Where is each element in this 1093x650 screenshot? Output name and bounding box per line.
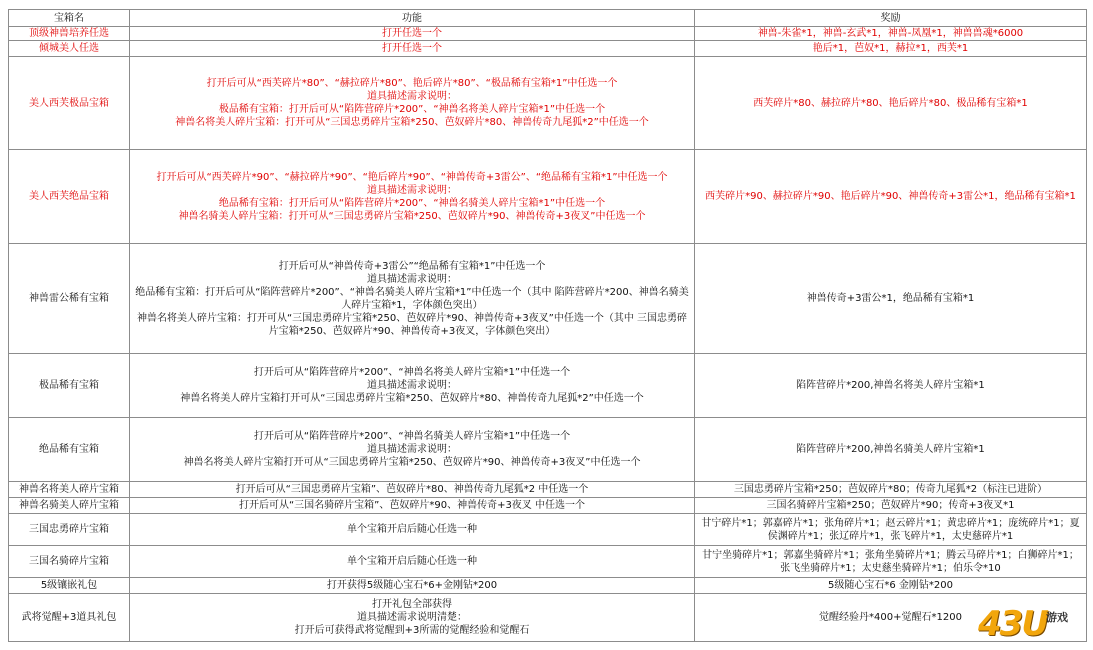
function-line: 绝品稀有宝箱：打开后可从“陷阵营碎片*200”、“神兽名骑美人碎片宝箱*1”中任选一个（其中 陷阵营碎片*200、神兽名骑美人碎片宝箱*1，字体颜色突出）	[135, 286, 689, 311]
table-row	[9, 41, 1087, 57]
function-line: 道具描述需求说明：	[367, 444, 457, 455]
function-cell	[130, 150, 695, 244]
reward-line: 神兽-朱雀*1，神兽-玄武*1，神兽-凤凰*1，神兽兽魂*6000	[757, 28, 1024, 39]
reward-line: 觉醒经验丹*400+觉醒石*1200	[819, 612, 962, 623]
function-cell	[130, 27, 695, 41]
reward-line: 西芙碎片*80、赫拉碎片*80、艳后碎片*80、极品稀有宝箱*1	[753, 97, 1028, 109]
function-line: 打开获得5级随心宝石*6+金刚钻*200	[326, 580, 498, 591]
function-line: 绝品稀有宝箱：打开后可从“陷阵营碎片*200”、“神兽名骑美人碎片宝箱*1”中任选一个	[218, 197, 606, 209]
function-cell	[130, 578, 695, 594]
logo-mark: 43U	[978, 604, 1047, 644]
function-line: 打开任选一个	[382, 43, 442, 54]
function-cell	[130, 354, 695, 418]
function-line: 道具描述需求说明：	[367, 184, 457, 196]
reward-line: 神兽传奇+3雷公*1，绝品稀有宝箱*1	[806, 293, 975, 304]
function-line: 道具描述需求说明：	[367, 91, 457, 102]
reward-line: 西芙碎片*90、赫拉碎片*90、艳后碎片*90、神兽传奇+3雷公*1，绝品稀有宝箱*1	[705, 191, 1076, 202]
logo-text: 游戏	[1046, 611, 1068, 624]
function-line: 极品稀有宝箱：打开后可从“陷阵营碎片*200”、“神兽名将美人碎片宝箱*1”中任选一个	[218, 104, 606, 115]
reward-cell	[695, 514, 1087, 546]
table-body	[9, 27, 1087, 642]
table-row	[9, 546, 1087, 578]
reward-line: 甘宁坐骑碎片*1；郭嘉坐骑碎片*1；张角坐骑碎片*1；腾云马碎片*1；白狮碎片*1；张飞坐骑碎片*1；太史慈坐骑碎片*1；伯乐令*10	[702, 549, 1079, 574]
reward-line: 三国名骑碎片宝箱*250；芭奴碎片*90；传奇+3夜叉*1	[766, 500, 1015, 511]
chest-name-cell: 极品稀有宝箱	[9, 354, 130, 418]
reward-line: 5级随心宝石*6 金刚钻*200	[828, 580, 953, 591]
reward-line: 陷阵营碎片*200,神兽名骑美人碎片宝箱*1	[796, 444, 985, 455]
header-name: 宝箱名	[9, 10, 130, 27]
reward-cell	[695, 418, 1087, 482]
function-line: 单个宝箱开启后随心任选一种	[347, 524, 477, 535]
function-line: 打开后可从“陷阵营碎片*200”、“神兽名骑美人碎片宝箱*1”中任选一个	[253, 431, 571, 442]
function-cell	[130, 546, 695, 578]
chest-name-cell: 三国忠勇碎片宝箱	[9, 514, 130, 546]
function-line: 打开任选一个	[382, 28, 442, 39]
function-line: 打开后可从“西芙碎片*80”、“赫拉碎片*80”、艳后碎片*80”、“极品稀有宝箱*1”中任选一个	[206, 78, 618, 89]
chest-name-cell: 武将觉醒+3道具礼包	[9, 594, 130, 642]
chest-name-cell: 美人西芙绝品宝箱	[9, 150, 130, 244]
function-line: 神兽名将美人碎片宝箱：打开可从“三国忠勇碎片宝箱*250、芭奴碎片*80、神兽传奇九尾狐*2”中任选一个	[175, 117, 649, 128]
chest-name-cell: 三国名骑碎片宝箱	[9, 546, 130, 578]
function-cell	[130, 594, 695, 642]
function-cell	[130, 498, 695, 514]
table-row	[9, 514, 1087, 546]
table-row	[9, 27, 1087, 41]
reward-line: 甘宁碎片*1；郭嘉碎片*1；张角碎片*1；赵云碎片*1；黄忠碎片*1；庞统碎片*1；夏侯渊碎片*1；张辽碎片*1，张飞碎片*1，太史慈碎片*1	[701, 517, 1080, 542]
function-line: 单个宝箱开启后随心任选一种	[347, 556, 477, 567]
reward-line: 艳后*1，芭奴*1，赫拉*1，西芙*1	[812, 43, 969, 54]
function-line: 打开后可从“陷阵营碎片*200”、“神兽名将美人碎片宝箱*1”中任选一个	[253, 367, 571, 378]
chest-name-cell: 神兽名骑美人碎片宝箱	[9, 498, 130, 514]
table-row	[9, 578, 1087, 594]
function-line: 神兽名骑美人碎片宝箱：打开可从“三国忠勇碎片宝箱*250、芭奴碎片*90、神兽传奇+3夜叉”中任选一个	[178, 210, 646, 222]
reward-table	[8, 9, 1087, 642]
function-cell	[130, 41, 695, 57]
reward-cell	[695, 41, 1087, 57]
reward-line: 三国忠勇碎片宝箱*250；芭奴碎片*80；传奇九尾狐*2（标注已进阶）	[733, 484, 1048, 495]
table-row	[9, 482, 1087, 498]
header-function: 功能	[130, 10, 695, 27]
reward-cell	[695, 482, 1087, 498]
chest-name-cell: 美人西芙极品宝箱	[9, 57, 130, 150]
header-reward: 奖励	[695, 10, 1087, 27]
reward-cell	[695, 498, 1087, 514]
reward-cell	[695, 578, 1087, 594]
table-row	[9, 354, 1087, 418]
function-line: 打开后可从“三国名骑碎片宝箱”、芭奴碎片*90、神兽传奇+3夜叉 中任选一个	[238, 500, 585, 511]
chest-name-cell: 神兽名将美人碎片宝箱	[9, 482, 130, 498]
function-cell	[130, 244, 695, 354]
chest-name-cell: 顶级神兽培养任选	[9, 27, 130, 41]
function-line: 神兽名将美人碎片宝箱打开可从“三国忠勇碎片宝箱*250、芭奴碎片*80、神兽传奇九尾狐*2”中任选一个	[180, 393, 644, 404]
function-line: 打开礼包全部获得	[372, 599, 452, 610]
function-cell	[130, 418, 695, 482]
chest-name-cell: 绝品稀有宝箱	[9, 418, 130, 482]
function-line: 打开后可从“三国忠勇碎片宝箱”、芭奴碎片*80、神兽传奇九尾狐*2 中任选一个	[235, 484, 589, 495]
reward-cell	[695, 27, 1087, 41]
function-line: 道具描述需求说明：	[367, 380, 457, 391]
reward-line: 陷阵营碎片*200,神兽名将美人碎片宝箱*1	[796, 380, 985, 391]
chest-name-cell: 倾城美人任选	[9, 41, 130, 57]
table-row	[9, 594, 1087, 642]
table-row	[9, 244, 1087, 354]
table-row	[9, 150, 1087, 244]
table-row	[9, 57, 1087, 150]
reward-cell	[695, 546, 1087, 578]
function-line: 神兽名将美人碎片宝箱：打开可从“三国忠勇碎片宝箱*250、芭奴碎片*90、神兽传奇+3夜叉”中任选一个（其中 三国忠勇碎片宝箱*250、芭奴碎片*90、神兽传奇+3夜叉，字体颜色突出）	[136, 312, 688, 337]
table-row	[9, 498, 1087, 514]
reward-cell	[695, 150, 1087, 244]
chest-name-cell: 5级镶嵌礼包	[9, 578, 130, 594]
reward-cell	[695, 354, 1087, 418]
function-line: 道具描述需求说明清楚：	[357, 612, 467, 623]
function-cell	[130, 57, 695, 150]
reward-cell	[695, 57, 1087, 150]
function-line: 打开后可获得武将觉醒到+3所需的觉醒经验和觉醒石	[294, 625, 530, 636]
reward-cell	[695, 244, 1087, 354]
function-cell	[130, 514, 695, 546]
site-logo	[978, 604, 1088, 646]
table-row	[9, 418, 1087, 482]
function-line: 神兽名将美人碎片宝箱打开可从“三国忠勇碎片宝箱*250、芭奴碎片*90、神兽传奇+3夜叉”中任选一个	[183, 457, 641, 468]
function-line: 打开后可从“神兽传奇+3雷公”“绝品稀有宝箱*1”中任选一个	[278, 260, 546, 272]
function-line: 打开后可从“西芙碎片*90”、“赫拉碎片*90”、“艳后碎片*90”、“神兽传奇+3雷公”、“绝品稀有宝箱*1”中任选一个	[156, 171, 668, 183]
function-line: 道具描述需求说明：	[367, 273, 457, 285]
header-row	[9, 10, 1087, 27]
function-cell	[130, 482, 695, 498]
chest-name-cell: 神兽雷公稀有宝箱	[9, 244, 130, 354]
